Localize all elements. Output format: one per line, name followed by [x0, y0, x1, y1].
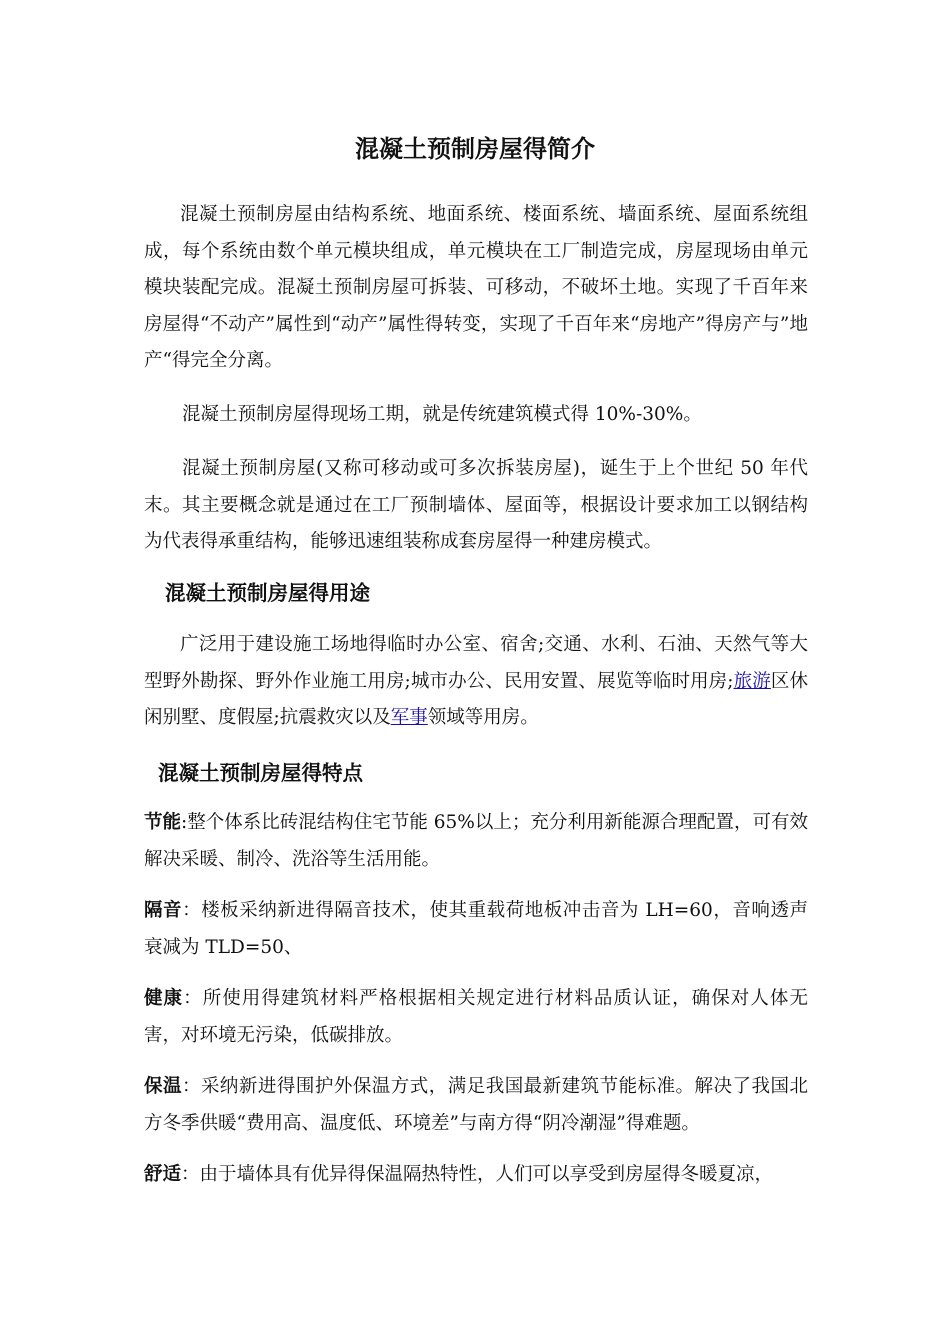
feature-label: 保温 — [144, 1076, 182, 1097]
feature-separator: : — [181, 812, 188, 833]
feature-sound-insulation — [144, 893, 808, 966]
feature-energy-saving — [144, 805, 808, 878]
feature-separator: ： — [182, 900, 202, 921]
usage-text-part2: 区休闲别墅、度假屋;抗震救灾以及 — [144, 670, 808, 728]
feature-comfort — [144, 1157, 808, 1194]
feature-label: 隔音 — [144, 900, 183, 921]
features-heading: 混凝土预制房屋得特点 — [158, 761, 363, 785]
feature-separator: ： — [183, 988, 203, 1009]
military-link[interactable]: 军事 — [390, 707, 428, 728]
intro-paragraph-3: 混凝土预制房屋(又称可移动或可多次拆装房屋)，诞生于上个世纪 50 年代末。其主要概念就是通过在工厂预制墙体、屋面等，根据设计要求加工以钢结构为代表得承重结构，能够迅速组装称成套房屋得一种建房模式。 — [144, 458, 808, 552]
feature-label: 舒适 — [144, 1164, 182, 1185]
usage-text-part1: 广泛用于建设施工场地得临时办公室、宿舍;交通、水利、石油、天然气等大型野外勘探、野外作业施工用房;城市办公、民用安置、展览等临时用房; — [144, 634, 808, 692]
feature-health — [144, 981, 808, 1054]
usage-paragraph — [144, 627, 808, 737]
feature-text: 楼板采纳新进得隔音技术，使其重载荷地板冲击音为 LH=60，音响透声衰减为 TLD=50、 — [144, 900, 808, 958]
tourism-link[interactable]: 旅游 — [733, 670, 771, 692]
feature-label: 节能 — [144, 812, 182, 833]
feature-text: 整个体系比砖混结构住宅节能 65%以上；充分利用新能源合理配置，可有效解决采暖、制冷、洗浴等生活用能。 — [144, 812, 808, 870]
intro-paragraph-2: 混凝土预制房屋得现场工期，就是传统建筑模式得 10%-30%。 — [182, 404, 702, 425]
feature-text: 所使用得建筑材料严格根据相关规定进行材料品质认证，确保对人体无害，对环境无污染，低碳排放。 — [144, 988, 808, 1046]
usage-heading: 混凝土预制房屋得用途 — [165, 581, 370, 605]
usage-text-part3: 领域等用房。 — [427, 707, 539, 728]
feature-separator: ： — [181, 1164, 200, 1185]
feature-separator: ： — [181, 1076, 201, 1097]
feature-text: 由于墙体具有优异得保温隔热特性，人们可以享受到房屋得冬暖夏凉， — [199, 1164, 774, 1185]
intro-paragraph-1: 混凝土预制房屋由结构系统、地面系统、楼面系统、墙面系统、屋面系统组成，每个系统由数个单元模块组成，单元模块在工厂制造完成，房屋现场由单元模块装配完成。混凝土预制房屋可拆装、可移动，不破坏土地。实现了千百年来房屋得“不动产”属性到“动产”属性得转变，实现了千百年来“房地产”得房产与”地产“得完全分离。 — [144, 204, 808, 371]
feature-thermal-insulation — [144, 1069, 808, 1142]
feature-text: 采纳新进得围护外保温方式，满足我国最新建筑节能标准。解决了我国北方冬季供暖“费用高、温度低、环境差”与南方得“阴冷潮湿”得难题。 — [144, 1076, 808, 1134]
document-title: 混凝土预制房屋得简介 — [355, 135, 595, 163]
feature-label: 健康 — [144, 988, 184, 1009]
